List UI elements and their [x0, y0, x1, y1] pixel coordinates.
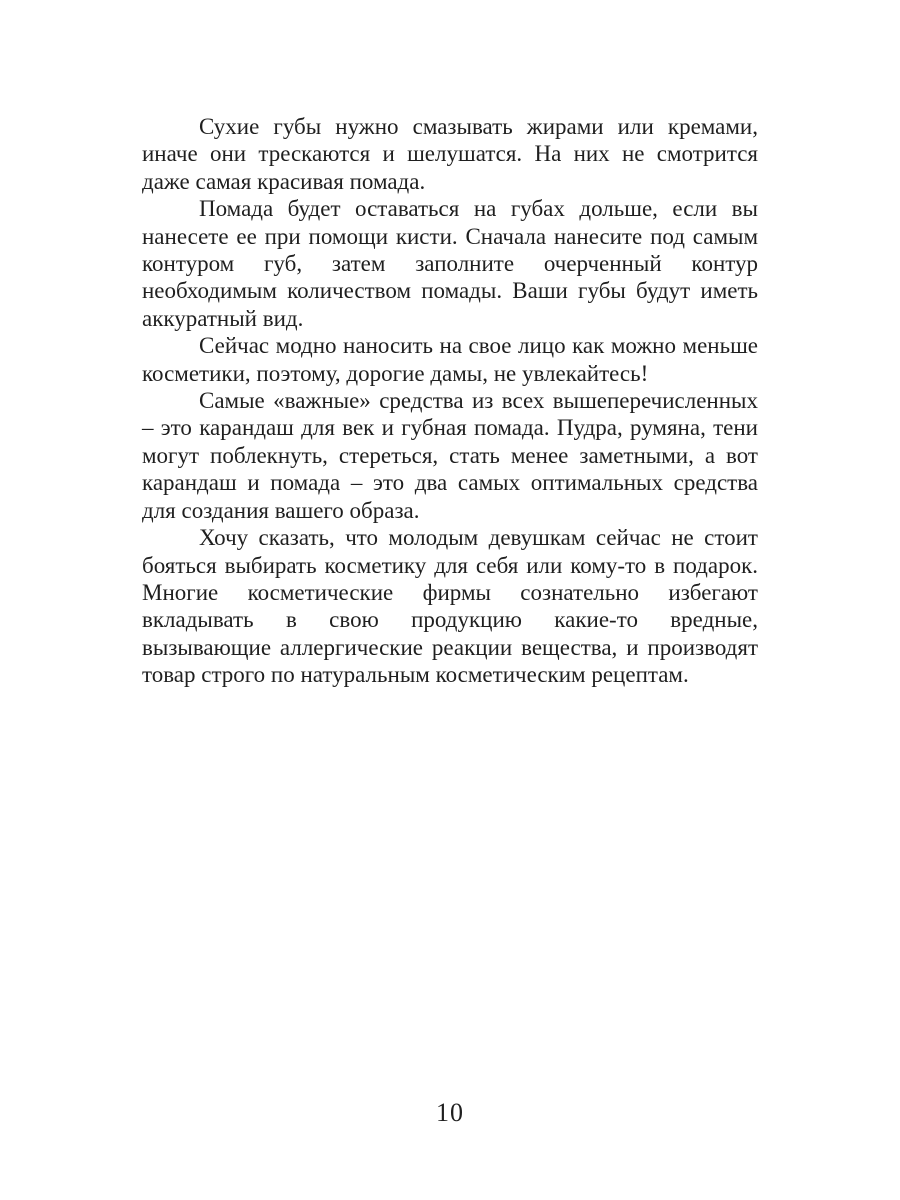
paragraph: Сухие губы нужно смазывать жирами или кремами, иначе они трескаются и шелушатся. На них не смотрится даже самая красивая помада. [142, 114, 758, 194]
paragraph: Помада будет оставаться на губах дольше, если вы нанесете ее при помощи кисти. Сначала нанесите под самым контуром губ, затем заполните очерченный контур необходимым количеством помады. Ваши губы будут иметь аккуратный вид. [142, 196, 758, 331]
body-text [142, 113, 758, 689]
paragraph: Самые «важные» средства из всех вышеперечисленных – это карандаш для век и губная помада. Пудра, румяна, тени могут поблекнуть, стереться, стать менее заметными, а вот карандаш и помада – это два самых оптимальных средства для создания вашего образа. [142, 388, 758, 523]
paragraph: Хочу сказать, что молодым девушкам сейчас не стоит бояться выбирать косметику для себя или кому-то в подарок. Многие косметические фирмы сознательно избегают вкладывать в свою продукцию какие-то вредные, вызывающие аллергические реакции вещества, и производят товар строго по натуральным косметическим рецептам. [142, 525, 758, 688]
paragraph: Сейчас модно наносить на свое лицо как можно меньше косметики, поэтому, дорогие дамы, не увлекайтесь! [142, 333, 758, 386]
page-number: 10 [436, 1098, 464, 1127]
